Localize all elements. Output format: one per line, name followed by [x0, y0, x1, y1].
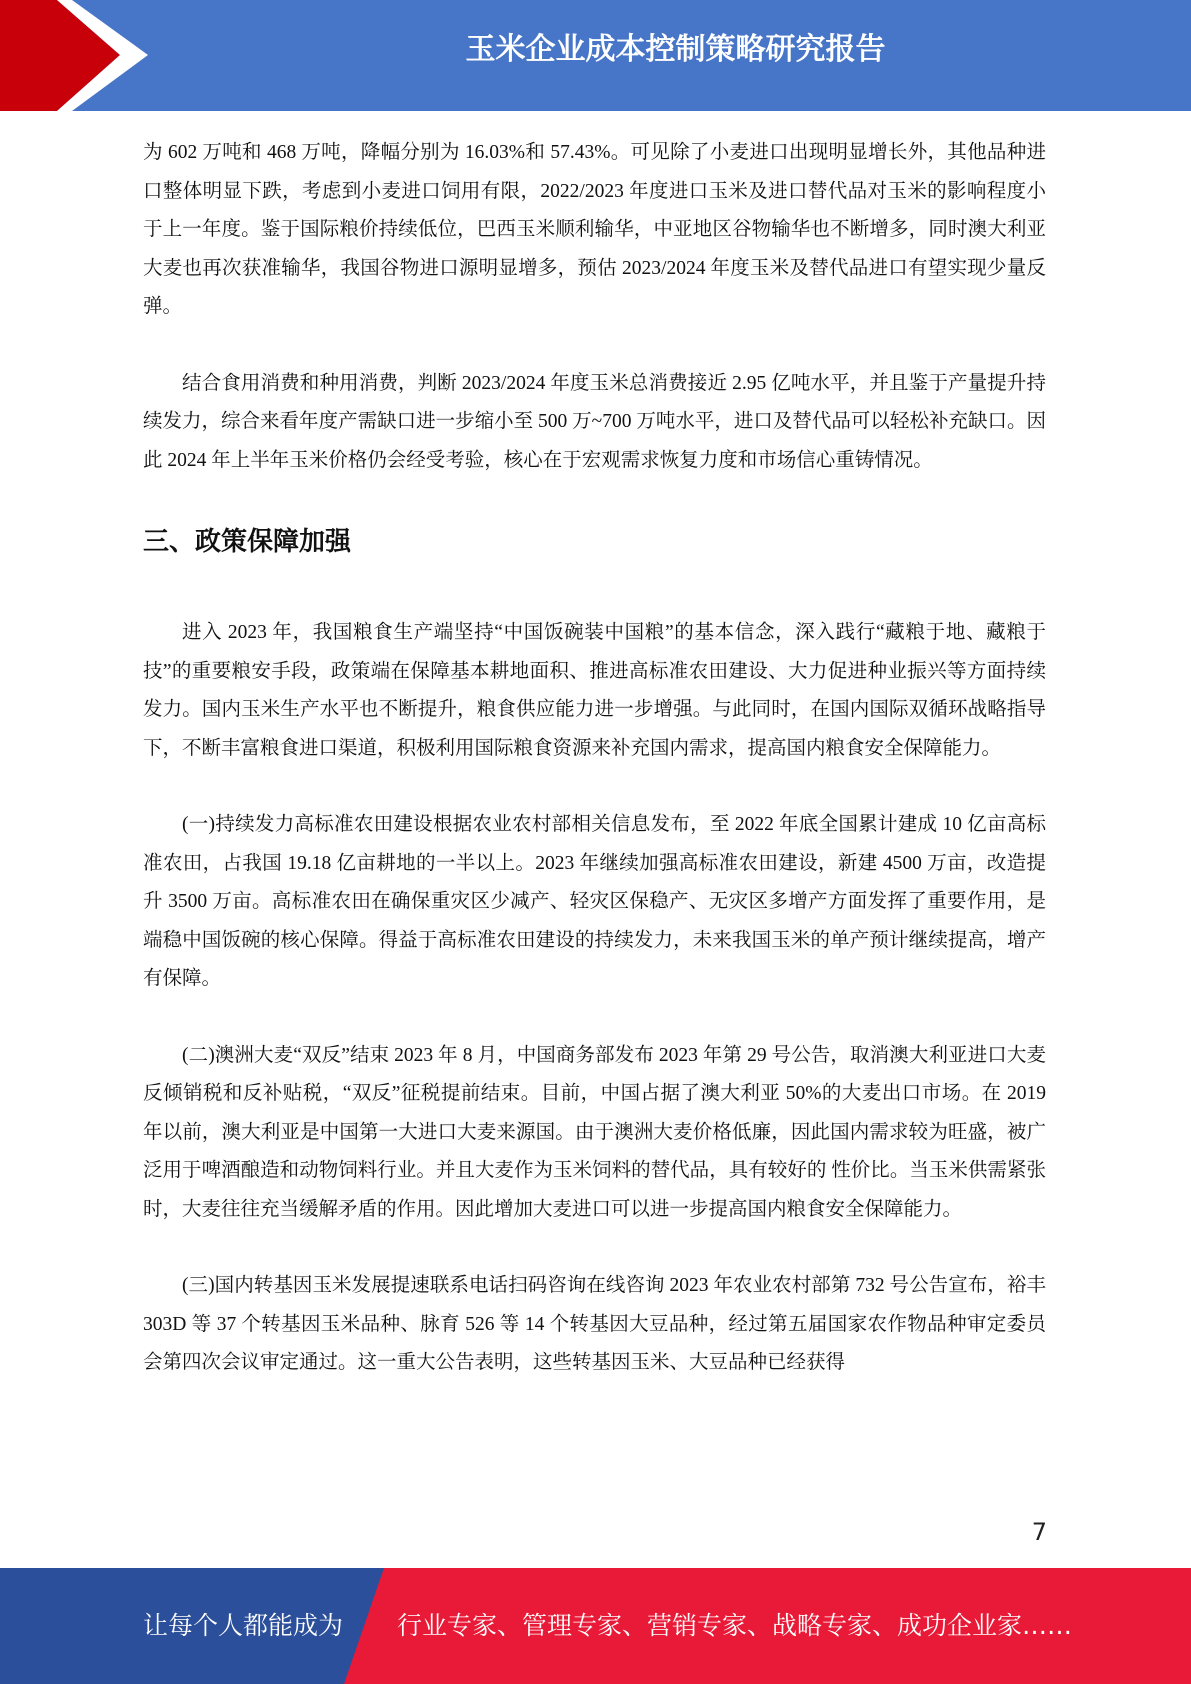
- document-title: 玉米企业成本控制策略研究报告: [465, 32, 886, 67]
- paragraph-3: 进入 2023 年，我国粮食生产端坚持“中国饭碗装中国粮”的基本信念，深入践行“藏粮于地、藏粮于技”的重要粮安手段，政策端在保障基本耕地面积、推进高标准农田建设、大力促进种业振兴等方面持续发力。国内玉米生产水平也不断提升，粮食供应能力进一步增强。与此同时，在国内国际双循环战略指导下，不断丰富粮食进口渠道，积极利用国际粮食资源来补充国内需求，提高国内粮食安全保障能力。: [143, 622, 1046, 759]
- footer-slogan-right: 行业专家、管理专家、营销专家、战略专家、成功企业家……: [397, 1611, 1073, 1640]
- page-header: [0, 0, 1191, 111]
- footer-slogan-left: 让每个人都能成为: [143, 1611, 344, 1640]
- paragraph-4: (一)持续发力高标准农田建设根据农业农村部相关信息发布，至 2022 年底全国累计建成 10 亿亩高标准农田，占我国 19.18 亿亩耕地的一半以上。2023 年继续加强高标准农田建设，新建 4500 万亩，改造提升 3500 万亩。高标准农田在确保重灾区少减产、轻灾区保稳产、无灾区多增产方面发挥了重要作用，是端稳中国饭碗的核心保障。得益于高标准农田建设的持续发力，未来我国玉米的单产预计继续提高，增产有保障。: [143, 814, 1046, 989]
- page-footer: [0, 1568, 1191, 1684]
- paragraph-1: 为 602 万吨和 468 万吨，降幅分别为 16.03%和 57.43%。可见除了小麦进口出现明显增长外，其他品种进口整体明显下跌，考虑到小麦进口饲用有限，2022/2023 年度进口玉米及进口替代品对玉米的影响程度小于上一年度。鉴于国际粮价持续低位，巴西玉米顺利输华，中亚地区谷物输华也不断增多，同时澳大利亚大麦也再次获准输华，我国谷物进口源明显增多，预估 2023/2024 年度玉米及替代品进口有望实现少量反弹。: [143, 142, 1046, 317]
- paragraph-6: (三)国内转基因玉米发展提速联系电话扫码咨询在线咨询 2023 年农业农村部第 732 号公告宣布，裕丰 303D 等 37 个转基因玉米品种、脉育 526 等 14 个转基因大豆品种，经过第五届国家农作物品种审定委员会第四次会议审定通过。这一重大公告表明，这些转基因玉米、大豆品种已经获得: [143, 1275, 1046, 1373]
- paragraph-5: (二)澳洲大麦“双反”结束 2023 年 8 月，中国商务部发布 2023 年第 29 号公告，取消澳大利亚进口大麦反倾销税和反补贴税，“双反”征税提前结束。目前，中国占据了澳大利亚 50%的大麦出口市场。在 2019 年以前，澳大利亚是中国第一大进口大麦来源国。由于澳洲大麦价格低廉，因此国内需求较为旺盛，被广泛用于啤酒酿造和动物饲料行业。并且大麦作为玉米饲料的替代品，具有较好的 性价比。当玉米供需紧张时，大麦往往充当缓解矛盾的作用。因此增加大麦进口可以进一步提高国内粮食安全保障能力。: [143, 1044, 1046, 1220]
- document-body: [143, 134, 1046, 1383]
- header-arrow-decoration: [0, 0, 150, 111]
- paragraph-2: 结合食用消费和种用消费，判断 2023/2024 年度玉米总消费接近 2.95 亿吨水平，并且鉴于产量提升持续发力，综合来看年度产需缺口进一步缩小至 500 万~700 万吨水平，进口及替代品可以轻松补充缺口。因此 2024 年上半年玉米价格仍会经受考验，核心在于宏观需求恢复力度和市场信心重铸情况。: [143, 372, 1046, 471]
- page-number: 7: [1031, 1518, 1047, 1546]
- section-heading-3: 三、政策保障加强: [143, 527, 352, 557]
